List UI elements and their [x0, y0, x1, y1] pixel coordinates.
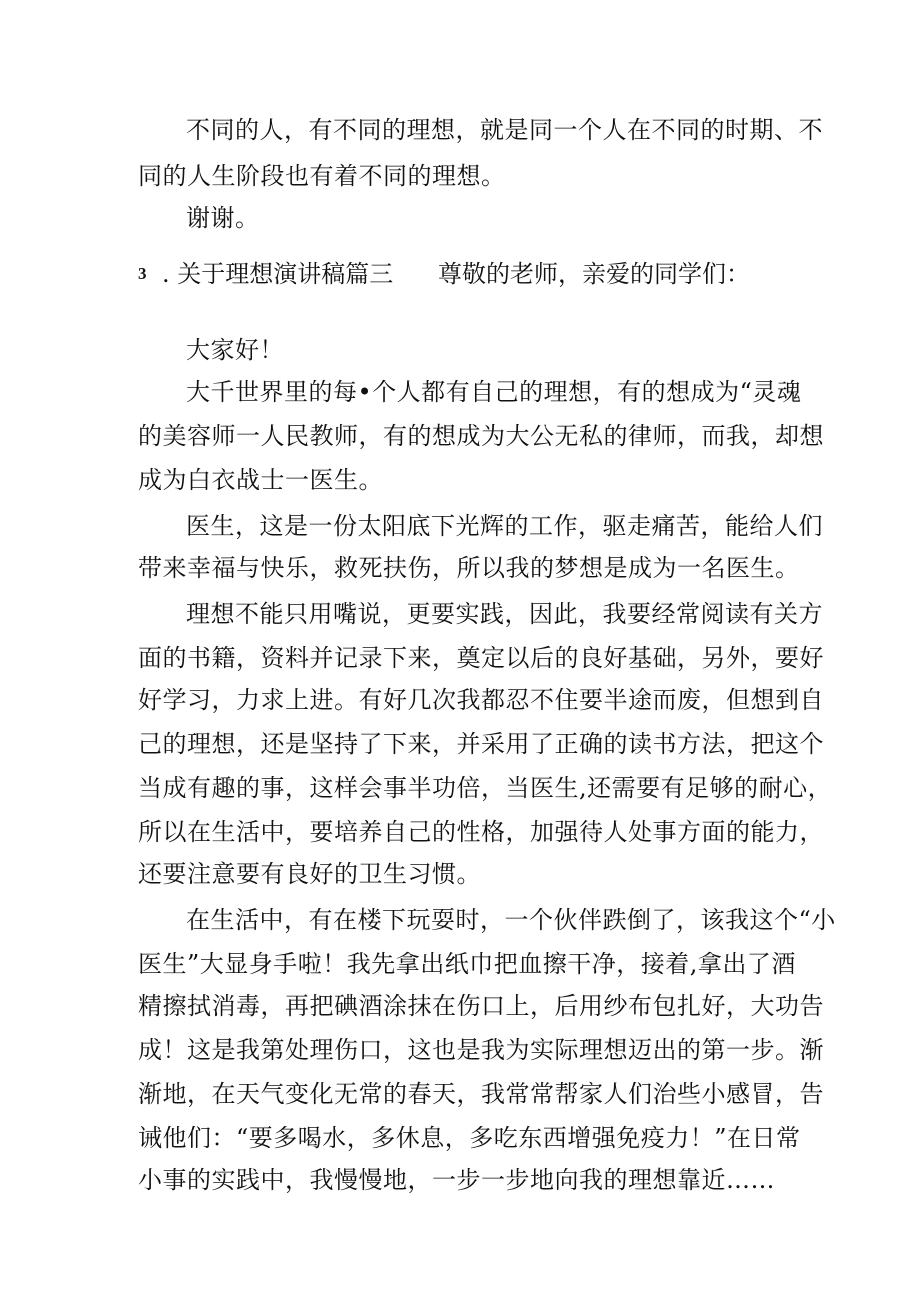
intro-line-1: 不同的人，有不同的理想，就是同一个人在不同的时期、不 [186, 116, 823, 144]
p2-line-1: 医生，这是一份太阳底下光辉的工作，驱走痛苦，能给人们 [186, 512, 823, 540]
p3-line-7: 还要注意要有良好的卫生习惯。 [138, 860, 481, 888]
p4-line-7: 小事的实践中，我慢慢地，一步一步地向我的理想靠近…… [138, 1166, 775, 1194]
p4-line-5: 渐地，在天气变化无常的春天，我常常帮家人们治些小感冒，告 [138, 1080, 824, 1108]
section-title: . 关于理想演讲稿篇三 [162, 260, 394, 288]
intro-line-2: 同的人生阶段也有着不同的理想。 [138, 162, 506, 190]
section-number: 3 [138, 264, 147, 283]
p3-line-4: 己的理想，还是坚持了下来，并采用了正确的读书方法，把这个 [138, 730, 824, 758]
p4-line-4: 成！这是我第处理伤口，这也是我为实际理想迈出的第一步。渐 [138, 1036, 824, 1064]
p4-line-3: 精擦拭消毒，再把碘酒涂抹在伤口上，后用纱布包扎好，大功告 [138, 992, 824, 1020]
p2-line-2: 带来幸福与快乐，救死扶伤，所以我的梦想是成为一名医生。 [138, 554, 800, 582]
p4-line-6: 诫他们：“要多喝水，多休息，多吃东西增强免疫力！”在日常 [138, 1124, 801, 1152]
p3-line-6: 所以在生活中，要培养自己的性格，加强待人处事方面的能力， [138, 818, 824, 846]
section-greeting: 尊敬的老师，亲爱的同学们： [438, 260, 750, 288]
hello-text: 大家好！ [186, 336, 284, 364]
p4-line-2: 医生”大显身手啦！我先拿出纸巾把血擦干净，接着,拿出了酒 [138, 950, 796, 978]
thanks-text: 谢谢。 [186, 204, 260, 232]
p1-line-2: 的美容师一人民教师，有的想成为大公无私的律师，而我，却想 [138, 422, 824, 450]
p3-line-3: 好学习，力求上进。有好几次我都忍不住要半途而废，但想到自 [138, 686, 824, 714]
p3-line-5: 当成有趣的事，这样会事半功倍，当医生,还需要有足够的耐心， [138, 774, 833, 802]
p4-line-1: 在生活中，有在楼下玩耍时，一个伙伴跌倒了，该我这个“小 [186, 906, 836, 934]
p1-line-3: 成为白衣战士一医生。 [138, 466, 383, 494]
p1-line-1: 大千世界里的每•个人都有自己的理想，有的想成为“灵魂 [186, 378, 802, 406]
p3-line-2: 面的书籍，资料并记录下来，奠定以后的良好基础，另外，要好 [138, 644, 824, 672]
p3-line-1: 理想不能只用嘴说，更要实践，因此，我要经常阅读有关方 [186, 600, 823, 628]
